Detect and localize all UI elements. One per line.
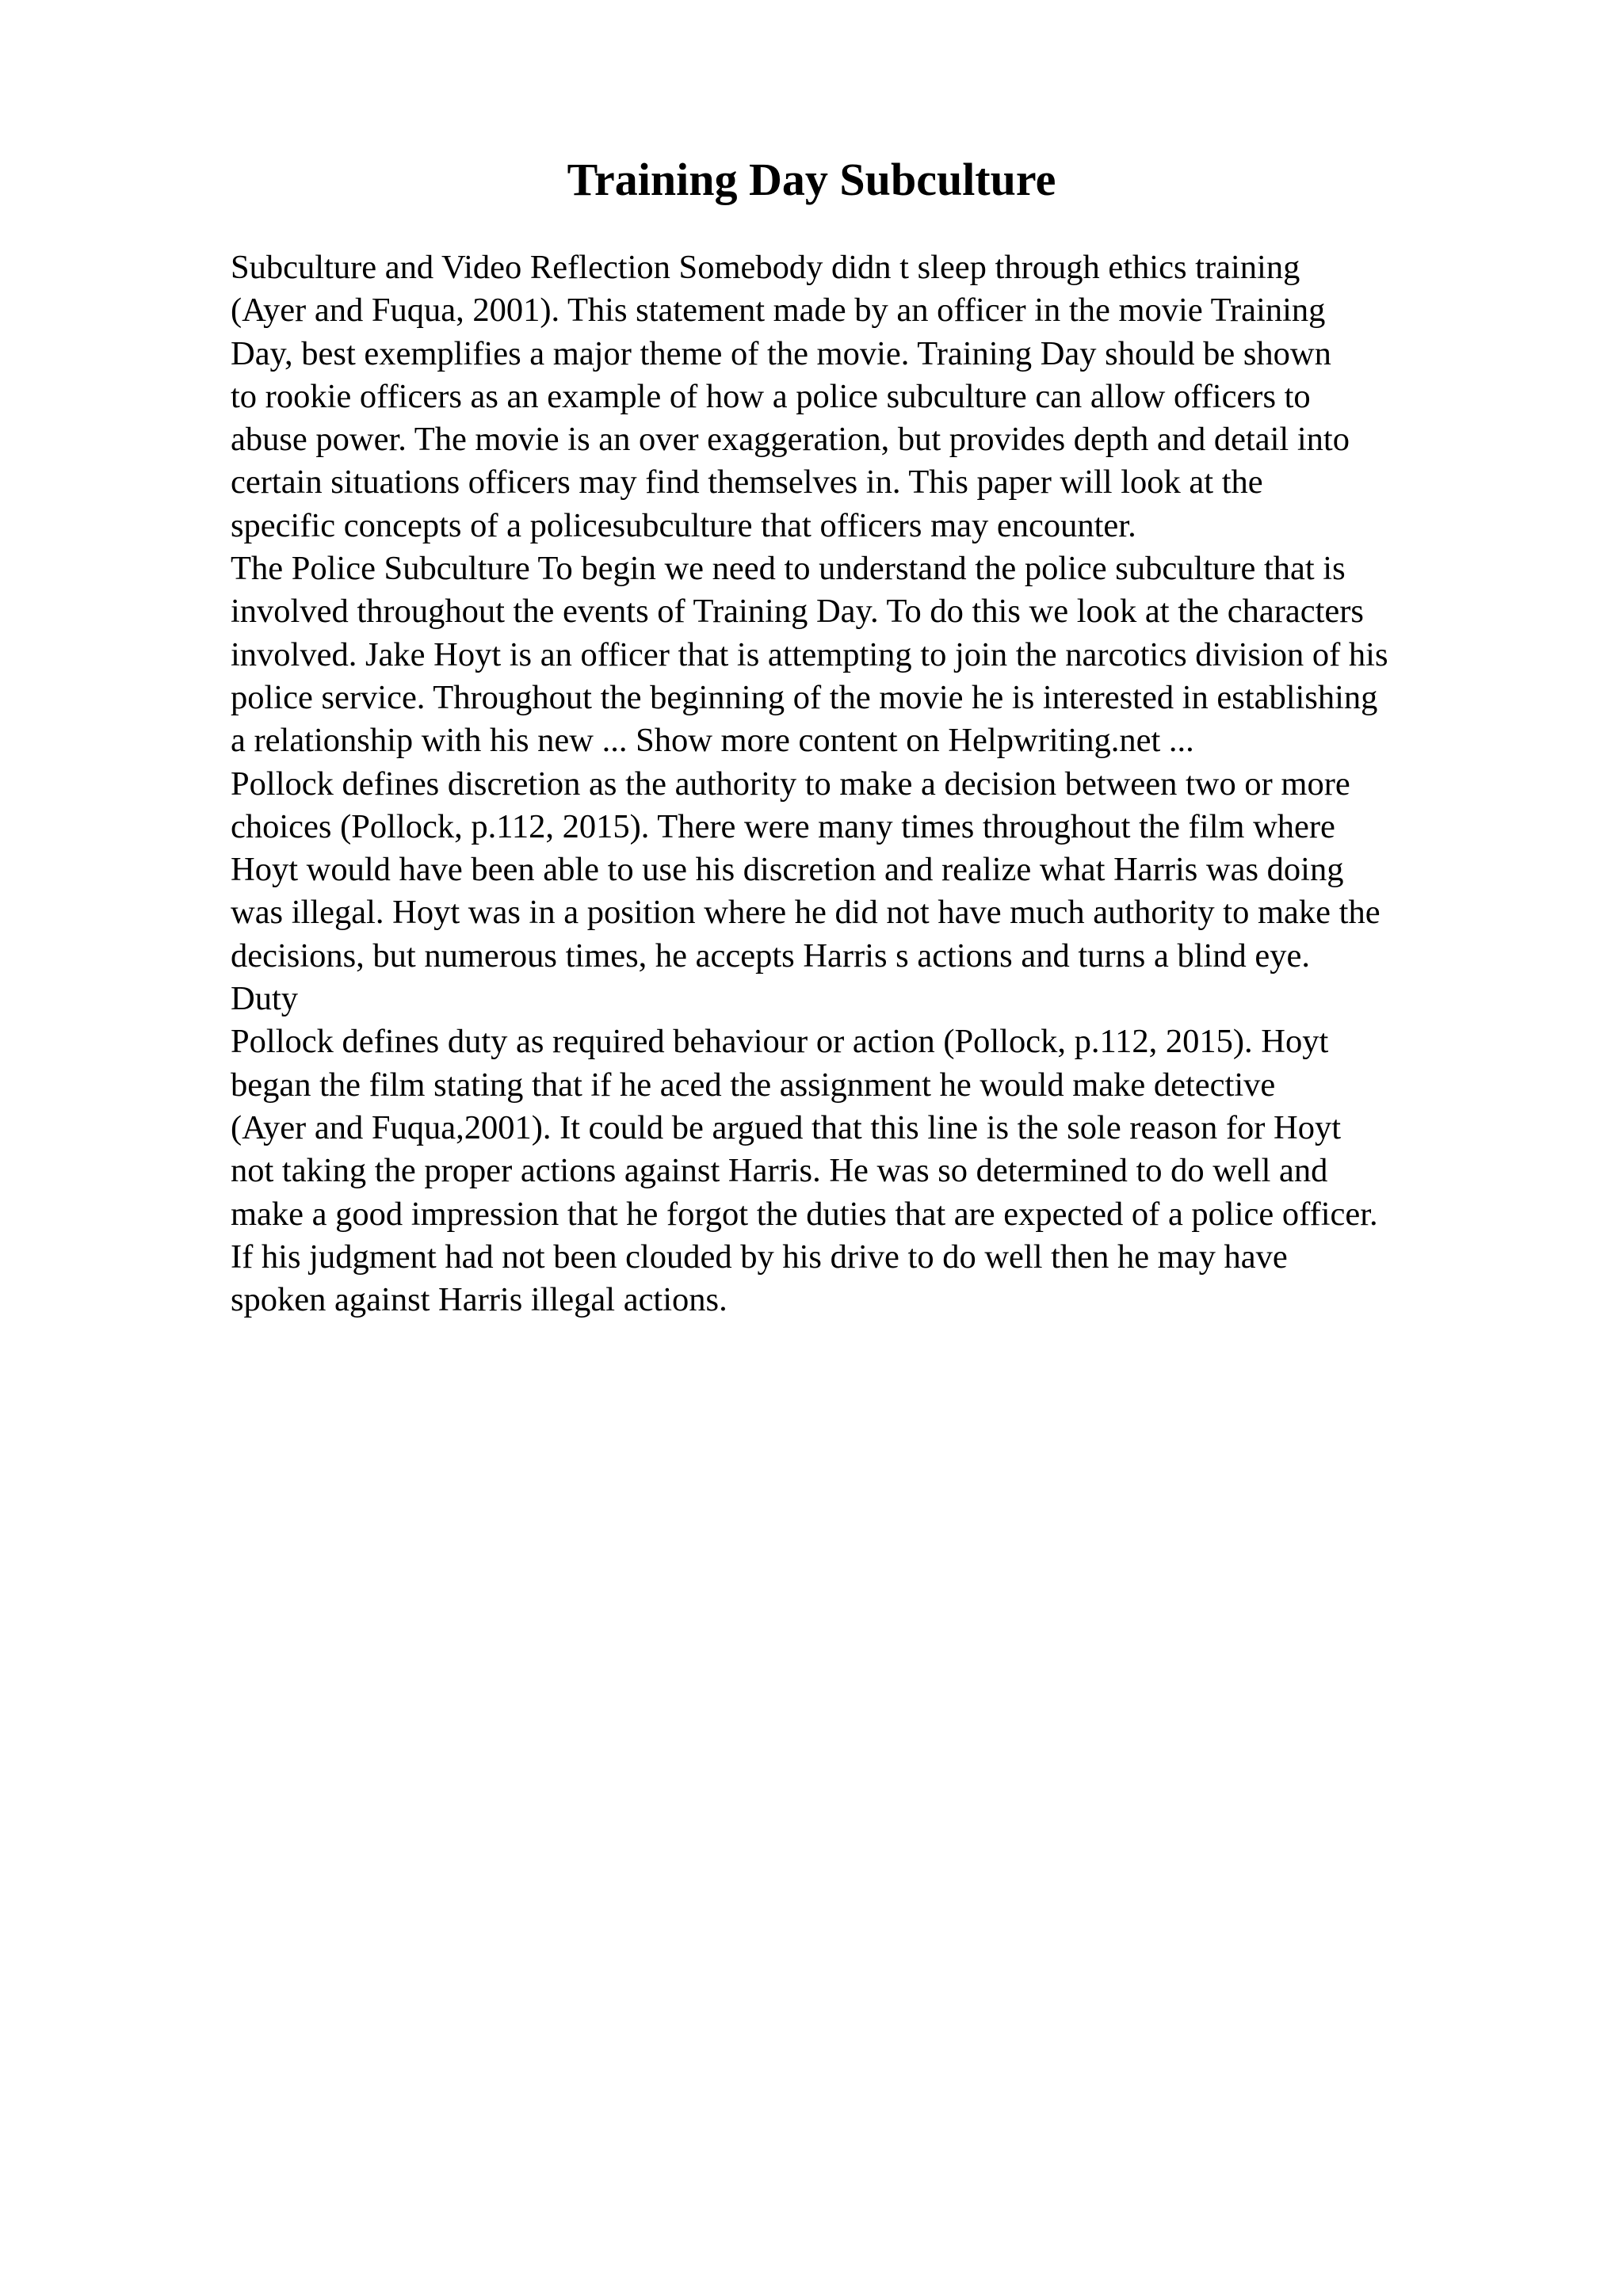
body-line: certain situations officers may find themselves in. This paper will look at the [231,463,1263,502]
body-line: abuse power. The movie is an over exaggeration, but provides depth and detail into [231,421,1350,459]
body-line: decisions, but numerous times, he accepts Harris s actions and turns a blind eye. [231,936,1311,974]
body-line: (Ayer and Fuqua,2001). It could be argued that this line is the sole reason for Hoyt [231,1108,1342,1146]
body-line: (Ayer and Fuqua, 2001). This statement made by an officer in the movie Training [231,292,1326,330]
body-line: The Police Subculture To begin we need to understand the police subculture that is [231,550,1346,588]
body-line: was illegal. Hoyt was in a position where he did not have much authority to make the [231,894,1381,932]
body-line: involved. Jake Hoyt is an officer that is attempting to join the narcotics division of his [231,635,1388,673]
section-heading-duty: Duty [231,980,298,1018]
body-line: Subculture and Video Reflection Somebody didn t sleep through ethics training [231,249,1300,286]
body-line: began the film stating that if he aced the assignment he would make detective [231,1066,1276,1104]
body-line: to rookie officers as an example of how a police subculture can allow officers to [231,377,1311,415]
body-line: specific concepts of a policesubculture that officers may encounter. [231,506,1136,544]
body-line: involved throughout the events of Training Day. To do this we look at the characters [231,593,1364,631]
document-body [231,246,1514,1322]
body-line: a relationship with his new ... Show more content on Helpwriting.net ... [231,722,1194,760]
body-line: Hoyt would have been able to use his discretion and realize what Harris was doing [231,851,1344,889]
body-line: not taking the proper actions against Harris. He was so determined to do well and [231,1152,1328,1190]
body-line: police service. Throughout the beginning of the movie he is interested in establishing [231,678,1378,716]
body-line: make a good impression that he forgot the duties that are expected of a police officer. [231,1195,1378,1233]
body-line: choices (Pollock, p.112, 2015). There were many times throughout the film where [231,807,1335,845]
body-line: Pollock defines discretion as the authority to make a decision between two or more [231,765,1350,803]
body-line: spoken against Harris illegal actions. [231,1281,727,1319]
body-line: Pollock defines duty as required behaviour or action (Pollock, p.112, 2015). Hoyt [231,1023,1329,1061]
body-line: If his judgment had not been clouded by his drive to do well then he may have [231,1238,1288,1276]
body-line: Day, best exemplifies a major theme of the movie. Training Day should be shown [231,334,1331,372]
document-title: Training Day Subculture [567,154,1056,205]
